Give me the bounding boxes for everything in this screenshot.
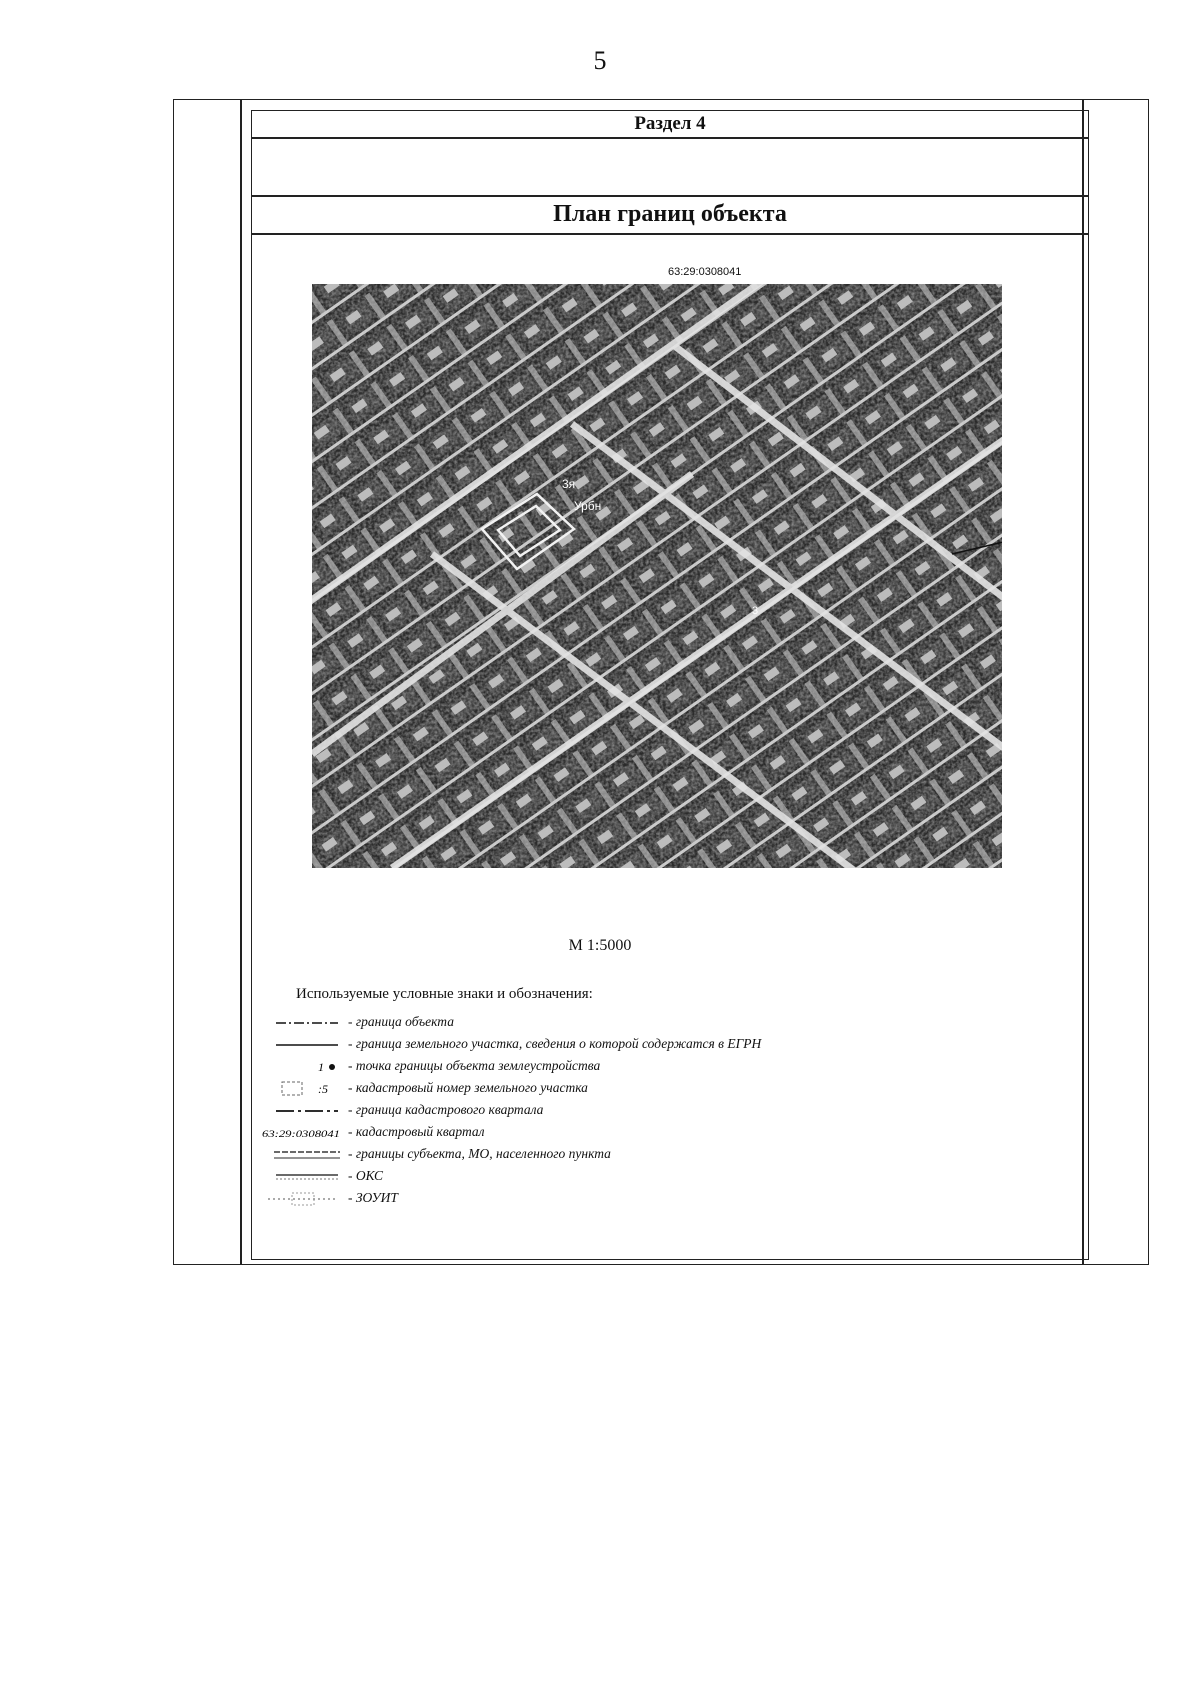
legend-text: - кадастровый квартал bbox=[348, 1124, 485, 1139]
table-row-divider bbox=[252, 137, 1088, 139]
legend-text: - ОКС bbox=[348, 1168, 383, 1183]
map-label: 3 bbox=[752, 605, 759, 617]
legend-item bbox=[262, 1078, 1022, 1100]
map-scale: М 1:5000 bbox=[568, 937, 632, 954]
legend-text: - границы субъекта, МО, населенного пункта bbox=[348, 1146, 611, 1161]
legend-text: - граница объекта bbox=[348, 1014, 454, 1029]
legend-symbol-quarter-number bbox=[262, 1122, 344, 1144]
legend-text: - точка границы объекта землеустройства bbox=[348, 1058, 601, 1073]
legend-text: - граница земельного участка, сведения о которой содержатся в ЕГРН bbox=[348, 1036, 762, 1051]
legend-symbol-admin-boundary bbox=[262, 1144, 344, 1166]
section-title: Раздел 4 bbox=[634, 113, 706, 134]
legend-symbol-zouit bbox=[262, 1188, 344, 1210]
legend-item bbox=[262, 1144, 1022, 1166]
plan-title: План границ объекта bbox=[553, 201, 787, 227]
legend-heading: Используемые условные знаки и обозначения: bbox=[296, 986, 593, 1002]
aerial-map bbox=[312, 284, 1002, 868]
legend-symbol-quarter-boundary bbox=[262, 1100, 344, 1122]
map-texture bbox=[312, 284, 1002, 868]
legend-text: - кадастровый номер земельного участка bbox=[348, 1080, 588, 1095]
legend-symbol-oks bbox=[262, 1166, 344, 1188]
map-quarter-label: 63:29:0308041 bbox=[668, 266, 742, 278]
table-row-divider bbox=[252, 233, 1088, 235]
svg-text::5: :5 bbox=[318, 1082, 328, 1096]
aerial-map-image bbox=[312, 284, 1002, 868]
legend-item bbox=[262, 1100, 1022, 1122]
frame-divider-left bbox=[240, 99, 242, 1265]
legend-item bbox=[262, 1056, 1022, 1078]
legend-item bbox=[262, 1012, 1022, 1034]
map-label: 3я bbox=[562, 477, 576, 491]
map-label: Урбн bbox=[574, 499, 602, 513]
legend-symbol-parcel-number bbox=[262, 1078, 344, 1100]
legend-text: - ЗОУИТ bbox=[348, 1190, 398, 1205]
legend-item bbox=[262, 1188, 1022, 1210]
legend-symbol-object-boundary bbox=[262, 1012, 344, 1034]
legend-symbol-point bbox=[262, 1056, 344, 1078]
legend-item bbox=[262, 1122, 1022, 1144]
legend-symbol-parcel-boundary bbox=[262, 1034, 344, 1056]
svg-text:1: 1 bbox=[318, 1060, 324, 1074]
svg-text:63:29:0308041: 63:29:0308041 bbox=[262, 1130, 340, 1140]
legend-text: - граница кадастрового квартала bbox=[348, 1102, 544, 1117]
legend-item bbox=[262, 1034, 1022, 1056]
legend-item bbox=[262, 1166, 1022, 1188]
page-number: 5 bbox=[593, 46, 607, 75]
legend bbox=[262, 1012, 1022, 1210]
